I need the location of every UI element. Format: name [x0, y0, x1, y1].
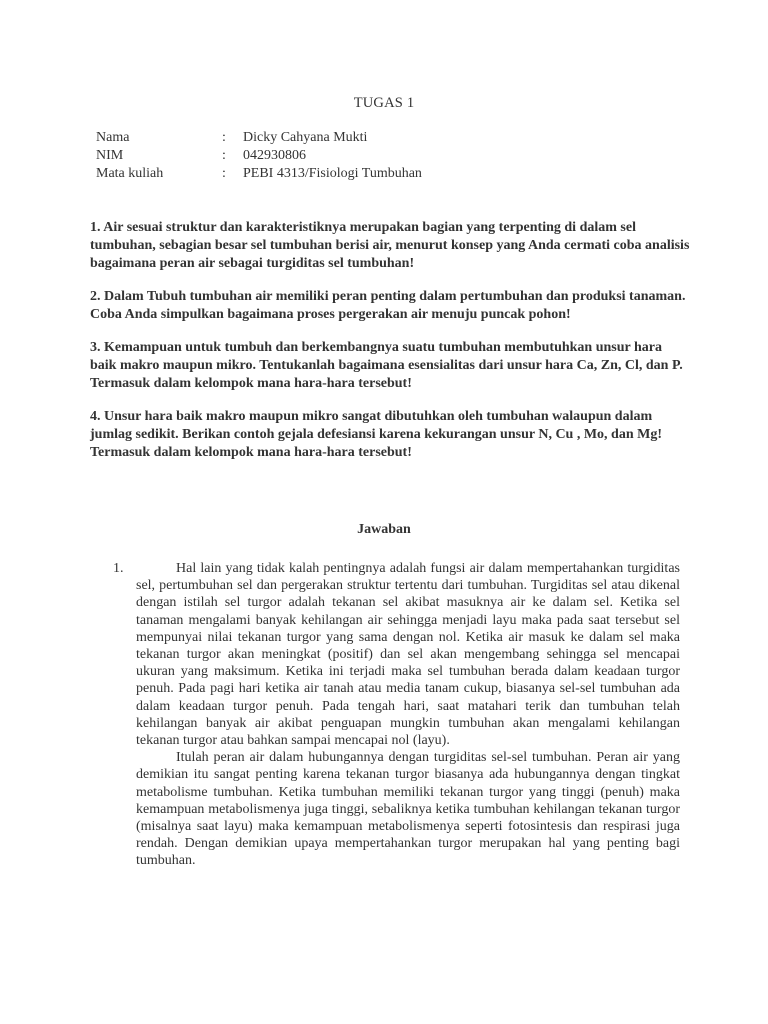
answer-paragraph: Itulah peran air dalam hubungannya dengan turgiditas sel-sel tumbuhan. Peran air yang demikian itu sangat penting karena tekanan turgor biasanya ada hubungannya dengan tingkat metabolisme tumbuhan. Ketika tumbuhan memiliki tekanan turgor yang tinggi (penuh) maka kemampuan metabolismenya juga tinggi, sebaliknya ketika tumbuhan kehilangan tekanan turgor (misalnya saat layu) maka kemampuan metabolismenya seperti fotosintesis dan respirasi juga rendah. Dengan demikian upaya mempertahankan turgor merupakan hal yang penting bagi tumbuhan. — [136, 750, 680, 869]
info-value: PEBI 4313/Fisiologi Tumbuhan — [243, 166, 422, 181]
answers-heading: Jawaban — [357, 522, 411, 537]
info-row-mata-kuliah — [96, 165, 422, 183]
student-info — [96, 129, 422, 183]
question-3: 3. Kemampuan untuk tumbuh dan berkembangnya suatu tumbuhan membutuhkan unsur hara baik makro maupun mikro. Tentukanlah bagaimana esensialitas dari unsur hara Ca, Zn, Cl, dan P. Termasuk dalam kelompok mana hara-hara tersebut! — [90, 340, 683, 391]
document-title: TUGAS 1 — [353, 95, 415, 111]
info-row-nama — [96, 129, 422, 147]
info-colon: : — [222, 130, 226, 145]
info-label: NIM — [96, 148, 124, 163]
info-value: Dicky Cahyana Mukti — [243, 130, 368, 145]
info-label: Nama — [96, 130, 130, 145]
info-colon: : — [222, 166, 226, 181]
info-value: 042930806 — [243, 148, 306, 163]
info-colon: : — [222, 148, 226, 163]
question-list — [90, 219, 690, 462]
question-4: 4. Unsur hara baik makro maupun mikro sangat dibutuhkan oleh tumbuhan walaupun dalam jumlag sedikit. Berikan contoh gejala defesiansi karena kekurangan unsur N, Cu , Mo, dan Mg! Termasuk dalam kelompok mana hara-hara tersebut! — [90, 409, 662, 460]
question-1: 1. Air sesuai struktur dan karakteristiknya merupakan bagian yang terpenting di dalam sel tumbuhan, sebagian besar sel tumbuhan berisi air, menurut konsep yang Anda cermati coba analisis bagaimana peran air sebagai turgiditas sel tumbuhan! — [90, 220, 690, 271]
question-2: 2. Dalam Tubuh tumbuhan air memiliki peran penting dalam pertumbuhan dan produksi tanaman. Coba Anda simpulkan bagaimana proses pergerakan air menuju puncak pohon! — [90, 289, 686, 322]
answer-number: 1. — [113, 561, 124, 576]
answer-paragraph: Hal lain yang tidak kalah pentingnya adalah fungsi air dalam mempertahankan turgiditas sel, pertumbuhan sel dan pergerakan struktur tertentu dari tumbuhan. Turgiditas sel atau dikenal dengan istilah sel turgor adalah tekanan sel akibat masuknya air ke dalam sel. Ketika sel tanaman mengalami banyak kehilangan air sehingga menjadi layu maka pada saat tersebut sel mempunyai nilai tekanan turgor yang sama dengan nol. Ketika air masuk ke dalam sel maka tekanan turgor akan meningkat (positif) dan sel akan mengembang sehingga sel mencapai ukuran yang maksimum. Ketika ini terjadi maka sel tumbuhan berada dalam keadaan turgor penuh. Pada pagi hari ketika air tanah atau media tanam cukup, biasanya sel-sel tumbuhan ada dalam keadaan turgor penuh. Pada tengah hari, saat matahari terik dan tumbuhan telah kehilangan banyak air akibat penguapan mungkin tumbuhan akan mengalami kehilangan tekanan turgor atau bahkan sampai mencapai nol (layu). — [136, 561, 680, 749]
info-label: Mata kuliah — [96, 166, 164, 181]
info-row-nim — [96, 147, 422, 165]
answer-body — [136, 560, 680, 870]
